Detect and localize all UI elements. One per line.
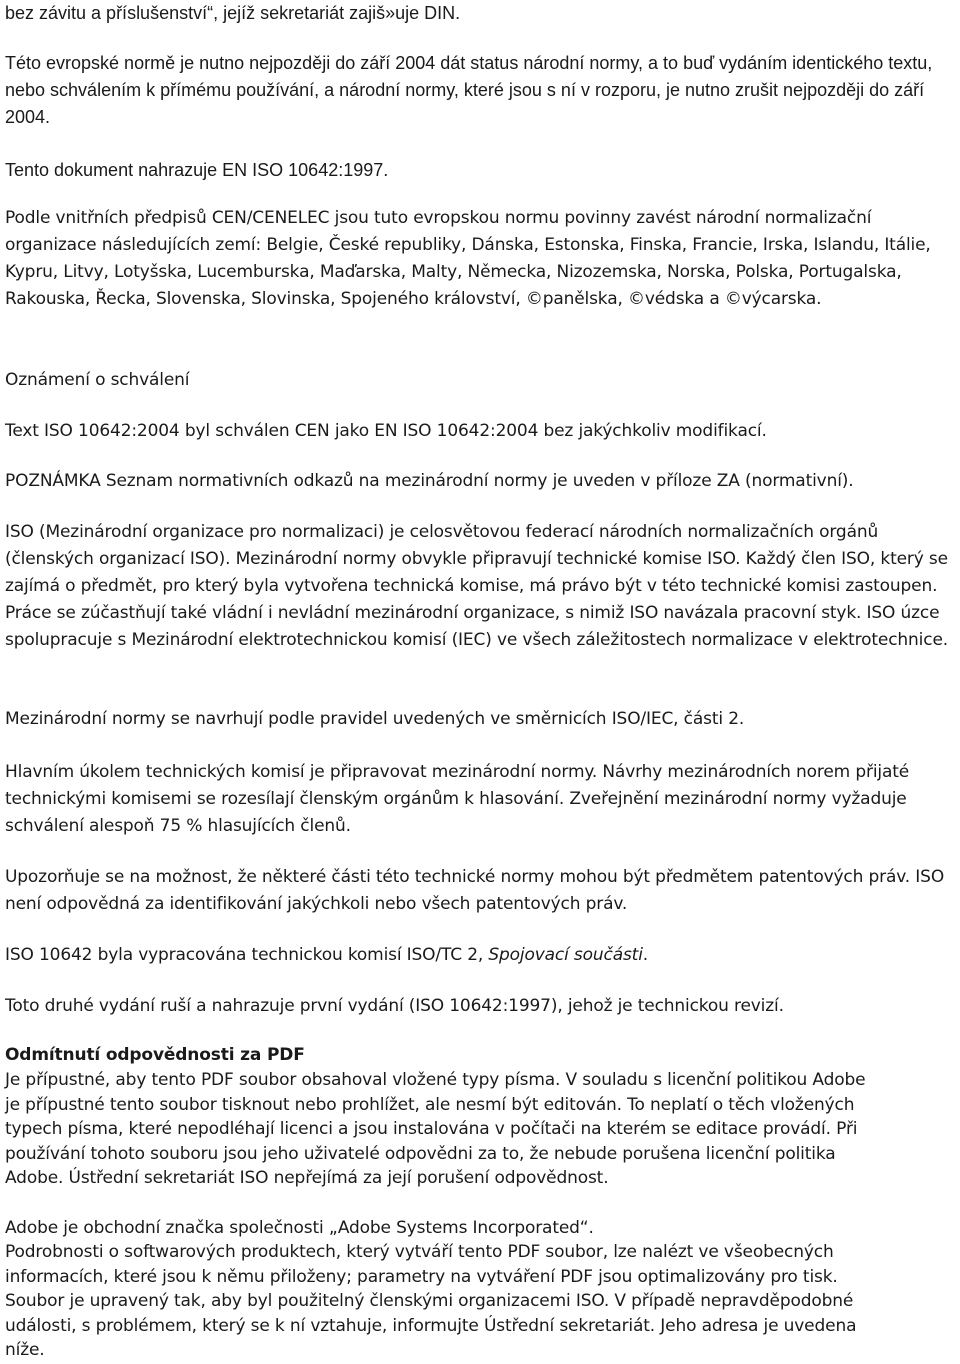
paragraph-task: Hlavním úkolem technických komisí je připravovat mezinárodní normy. Návrhy mezinárodních norem přijaté technickými komisemi se rozesílají členským orgánům k hlasování. Zveřejnění mezinárodní normy vyžaduje schválení alespoň 75 % hlasujících členů. xyxy=(5,762,910,836)
heading-approval-notice: Oznámení o schválení xyxy=(5,370,190,390)
pdf-disclaimer-paragraph-2: Adobe je obchodní značka společnosti „Adobe Systems Incorporated“. xyxy=(5,1218,594,1238)
committee-name: Spojovací součásti xyxy=(488,945,643,965)
paragraph-edition: Toto druhé vydání ruší a nahrazuje první vydání (ISO 10642:1997), jehož je technickou revizí. xyxy=(5,996,784,1016)
paragraph-directives: Mezinárodní normy se navrhují podle pravidel uvedených ve směrnicích ISO/IEC, části 2. xyxy=(5,709,745,729)
paragraph-iso: ISO (Mezinárodní organizace pro normalizaci) je celosvětovou federací národních normalizačních orgánů (členských organizací ISO). Mezinárodní normy obvykle připravují technické komise ISO. Každý člen ISO, který se zajímá o předmět, pro který byla vytvořena technická komise, má právo být v této technické komisi zastoupen. Práce se zúčastňují také vládní i nevládní mezinárodní organizace, s nimiž ISO navázala pracovní styk. ISO úzce spolupracuje s Mezinárodní elektrotechnickou komisí (IEC) ve všech záležitostech normalizace v elektrotechnice. xyxy=(5,522,949,650)
paragraph-replaces: Tento dokument nahrazuje EN ISO 10642:1997. xyxy=(5,160,389,180)
paragraph-din: bez závitu a příslušenství“, jejíž sekretariát zajiš»uje DIN. xyxy=(5,3,461,23)
pdf-disclaimer-paragraph-3: Podrobnosti o softwarových produktech, který vytváří tento PDF soubor, lze nalézt ve všeobecných informacích, které jsou k němu přiloženy; parametry na vytváření PDF jsou optimalizovány pro tisk. Soubor je upravený tak, aby byl použitelný členskými organizacemi ISO. V případě nepravděpodobné události, s problémem, který se k ní vztahuje, informujte Ústřední sekretariát. Jeho adresa je uvedena níže. xyxy=(5,1242,857,1361)
pdf-disclaimer-heading: Odmítnutí odpovědnosti za PDF xyxy=(5,1045,305,1065)
paragraph-committee xyxy=(5,942,955,969)
paragraph-countries: Podle vnitřních předpisů CEN/CENELEC jsou tuto evropskou normu povinny zavést národní normalizační organizace následujících zemí: Belgie, České republiky, Dánska, Estonska, Finska, Francie, Irska, Islandu, Itálie, Kypru, Litvy, Lotyšska, Lucemburska, Maďarska, Malty, Německa, Nizozemska, Norska, Polska, Portugalska, Rakouska, Řecka, Slovenska, Slovinska, Spojeného království, ©panělska, ©védska a ©výcarska. xyxy=(5,208,931,309)
committee-suffix: . xyxy=(642,945,649,965)
paragraph-status: Této evropské normě je nutno nejpozději do září 2004 dát status národní normy, a to buď vydáním identického textu, nebo schválením k přímému používání, a národní normy, které jsou s ní v rozporu, je nutno zrušit nejpozději do září 2004. xyxy=(5,53,933,127)
paragraph-patents: Upozorňuje se na možnost, že některé části této technické normy mohou být předmětem patentových práv. ISO není odpovědná za identifikování jakýchkoli nebo všech patentových práv. xyxy=(5,867,945,914)
committee-prefix: ISO 10642 byla vypracována technickou komisí ISO/TC 2, xyxy=(5,945,489,965)
pdf-disclaimer-paragraph-1: Je přípustné, aby tento PDF soubor obsahoval vložené typy písma. V souladu s licenční politikou Adobe je přípustné tento soubor tisknout nebo prohlížet, ale nesmí být editován. To neplatí o těch vložených typech písma, které nepodléhají licenci a jsou instalována v počítači na kterém se editace provádí. Při používání tohoto souboru jsou jeho uživatelé odpovědni za to, že nebude porušena licenční politika Adobe. Ústřední sekretariát ISO nepřejímá za její porušení odpovědnost. xyxy=(5,1070,866,1189)
paragraph-approved: Text ISO 10642:2004 byl schválen CEN jako EN ISO 10642:2004 bez jakýchkoliv modifikací. xyxy=(5,421,767,441)
paragraph-note: POZNÁMKA Seznam normativních odkazů na mezinárodní normy je uveden v příloze ZA (normativní). xyxy=(5,471,854,491)
